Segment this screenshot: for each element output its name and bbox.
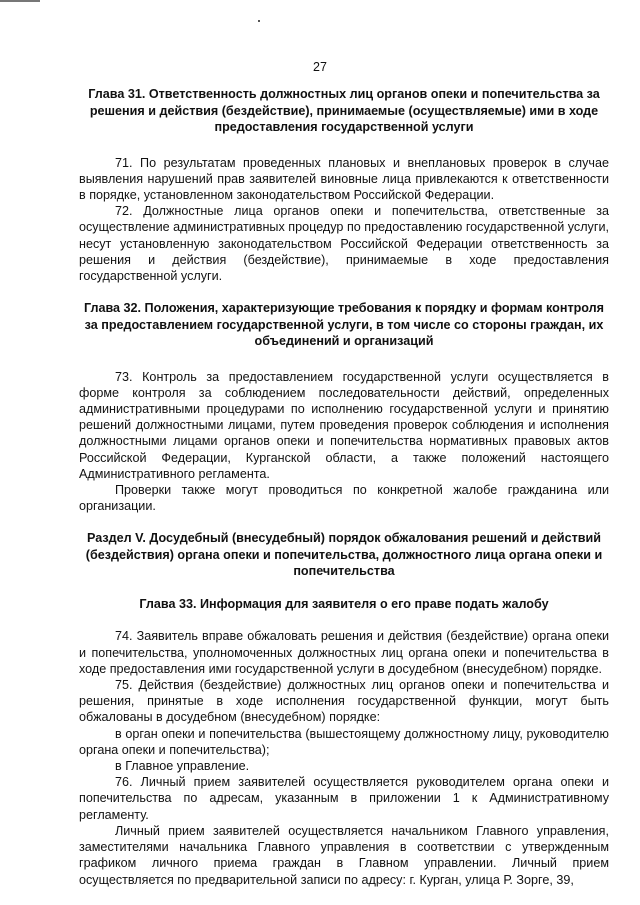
paragraph-76-reception: Личный прием заявителей осуществляется начальником Главного управления, заместителями начальника Главного управления в соответствии с утвержденным графиком личного приема граждан в Главном управлении. Личный прием осуществляется по предварительной записи по адресу: г. Курган, улица Р. Зорге, 39,	[79, 823, 609, 887]
heading-section-5: Раздел V. Досудебный (внесудебный) порядок обжалования решений и действий (бездействия) органа опеки и попечительства, должностного лица органа опеки и попечительства	[85, 531, 603, 579]
paragraph-73: 73. Контроль за предоставлением государственной услуги осуществляется в форме контроля за соблюдением последовательности действий, определенных административными процедурами по исполнению государственной услуги и принятию решений должностными лицами, путем проведения проверок соблюдения и исполнения должностными лицами органов опеки и попечительства нормативных правовых актов Российской Федерации, Курганской области, а также положений настоящего Административного регламента.	[79, 369, 609, 481]
paragraph-76: 76. Личный прием заявителей осуществляется руководителем органа опеки и попечительства по адресам, указанным в приложении 1 к Административному регламенту.	[79, 775, 609, 822]
paragraph-74: 74. Заявитель вправе обжаловать решения и действия (бездействие) органа опеки и попечительства, уполномоченных должностных лиц органа опеки и попечительства в ходе предоставления ими государственной услуги в досудебном (внесудебном) порядке.	[79, 629, 609, 676]
document-body	[79, 86, 609, 888]
page-number: 27	[313, 60, 327, 74]
scan-artifact-speck	[258, 20, 260, 22]
heading-chapter-32: Глава 32. Положения, характеризующие требования к порядку и формам контроля за предоставлением государственной услуги, в том числе со стороны граждан, их объединений и организаций	[83, 301, 605, 349]
paragraph-75: 75. Действия (бездействие) должностных лиц органов опеки и попечительства и решения, принятые в ходе исполнения государственной функции, могут быть обжалованы в досудебном (внесудебном) порядке:	[79, 678, 609, 725]
heading-chapter-33: Глава 33. Информация для заявителя о его праве подать жалобу	[139, 596, 549, 611]
paragraph-71: 71. По результатам проведенных плановых и внеплановых проверок в случае выявления нарушений прав заявителей виновные лица привлекаются к ответственности в порядке, установленном законодательством Российской Федерации.	[79, 155, 609, 202]
paragraph-75-option-guardianship: в орган опеки и попечительства (вышестоящему должностному лицу, руководителю органа опеки и попечительства);	[79, 726, 609, 757]
scan-artifact-line	[0, 0, 40, 2]
paragraph-75-option-main-office: в Главное управление.	[115, 759, 250, 774]
heading-chapter-31: Глава 31. Ответственность должностных лиц органов опеки и попечительства за решения и действия (бездействие), принимаемые (осуществляемые) ими в ходе предоставления государственной услуги	[88, 87, 600, 134]
paragraph-72: 72. Должностные лица органов опеки и попечительства, ответственные за осуществление административных процедур по предоставлению государственной услуги, несут установленную законодательством Российской Федерации ответственность за решения и действия (бездействие), принимаемые в ходе предоставления государственной услуги.	[79, 204, 609, 283]
paragraph-73-checks: Проверки также могут проводиться по конкретной жалобе гражданина или организации.	[79, 483, 609, 514]
